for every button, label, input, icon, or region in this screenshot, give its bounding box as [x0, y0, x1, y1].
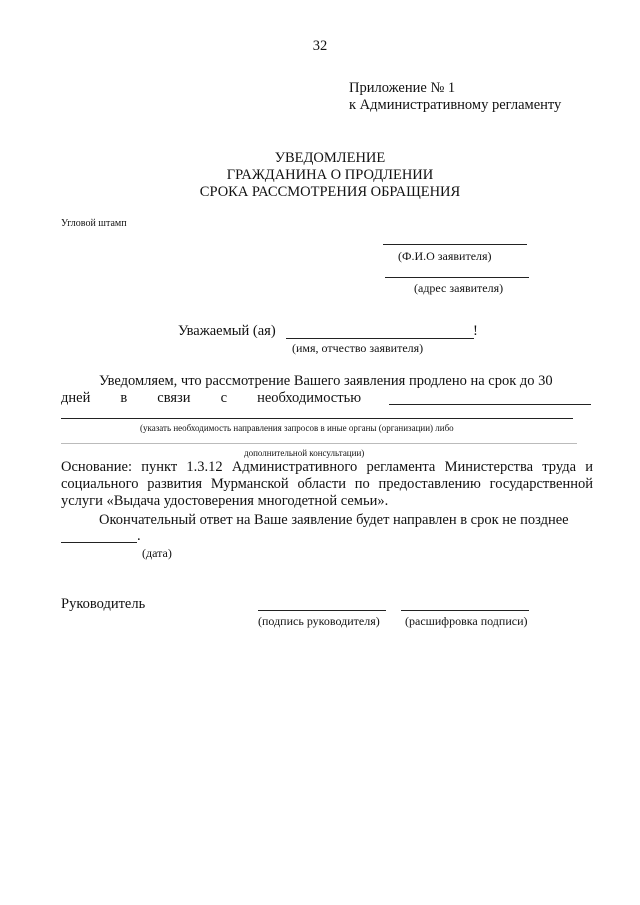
necessity-blank-line [389, 404, 591, 405]
signature-hint: (подпись руководителя) [258, 614, 380, 628]
appendix-line-1: Приложение № 1 [349, 80, 456, 96]
page-number: 32 [312, 38, 328, 54]
reason-hint-line-1: (указать необходимость направления запросов в иные органы (организации) либо [140, 423, 454, 433]
date-blank-line [61, 542, 137, 543]
signature-line [258, 610, 386, 611]
signature-decode-hint: (расшифровка подписи) [405, 614, 528, 628]
applicant-name-label: (Ф.И.О заявителя) [398, 249, 492, 263]
word-with: с [220, 390, 228, 406]
body-line-2 [61, 390, 361, 407]
body-line-1: Уведомляем, что рассмотрение Вашего заявления продлено на срок до 30 [99, 373, 553, 389]
reason-blank-line [61, 418, 573, 419]
appendix-line-2: к Административному регламенту [349, 97, 562, 113]
greeting-prefix: Уважаемый (ая) [178, 323, 276, 339]
date-hint: (дата) [142, 546, 172, 560]
title-line-3: СРОКА РАССМОТРЕНИЯ ОБРАЩЕНИЯ [199, 184, 461, 200]
title-line-2: ГРАЖДАНИНА О ПРОДЛЕНИИ [226, 167, 434, 183]
greeting-hint: (имя, отчество заявителя) [292, 341, 424, 355]
word-connection: связи [157, 390, 191, 406]
reason-hint-line-2: дополнительной консультации) [244, 448, 365, 458]
signature-role: Руководитель [61, 596, 146, 612]
applicant-address-line [385, 277, 529, 278]
word-in: в [120, 390, 128, 406]
applicant-address-label: (адрес заявителя) [414, 281, 504, 295]
applicant-name-line [383, 244, 527, 245]
word-necessity: необходимостью [257, 390, 362, 406]
corner-stamp-label: Угловой штамп [61, 218, 127, 229]
date-suffix: . [137, 528, 141, 544]
signature-decode-line [401, 610, 529, 611]
greeting-suffix: ! [473, 323, 478, 339]
reason-divider [61, 443, 577, 444]
title-line-1: УВЕДОМЛЕНИЕ [274, 150, 386, 166]
greeting-name-line [286, 338, 474, 339]
basis-paragraph: Основание: пункт 1.3.12 Административного регламента Министерства труда и социального развития Мурманской области по предоставлению государственной услуги «Выдача удостоверения многодетной семьи». [61, 459, 593, 509]
word-days: дней [61, 390, 91, 406]
final-answer-text: Окончательный ответ на Ваше заявление будет направлен в срок не позднее [99, 512, 569, 528]
